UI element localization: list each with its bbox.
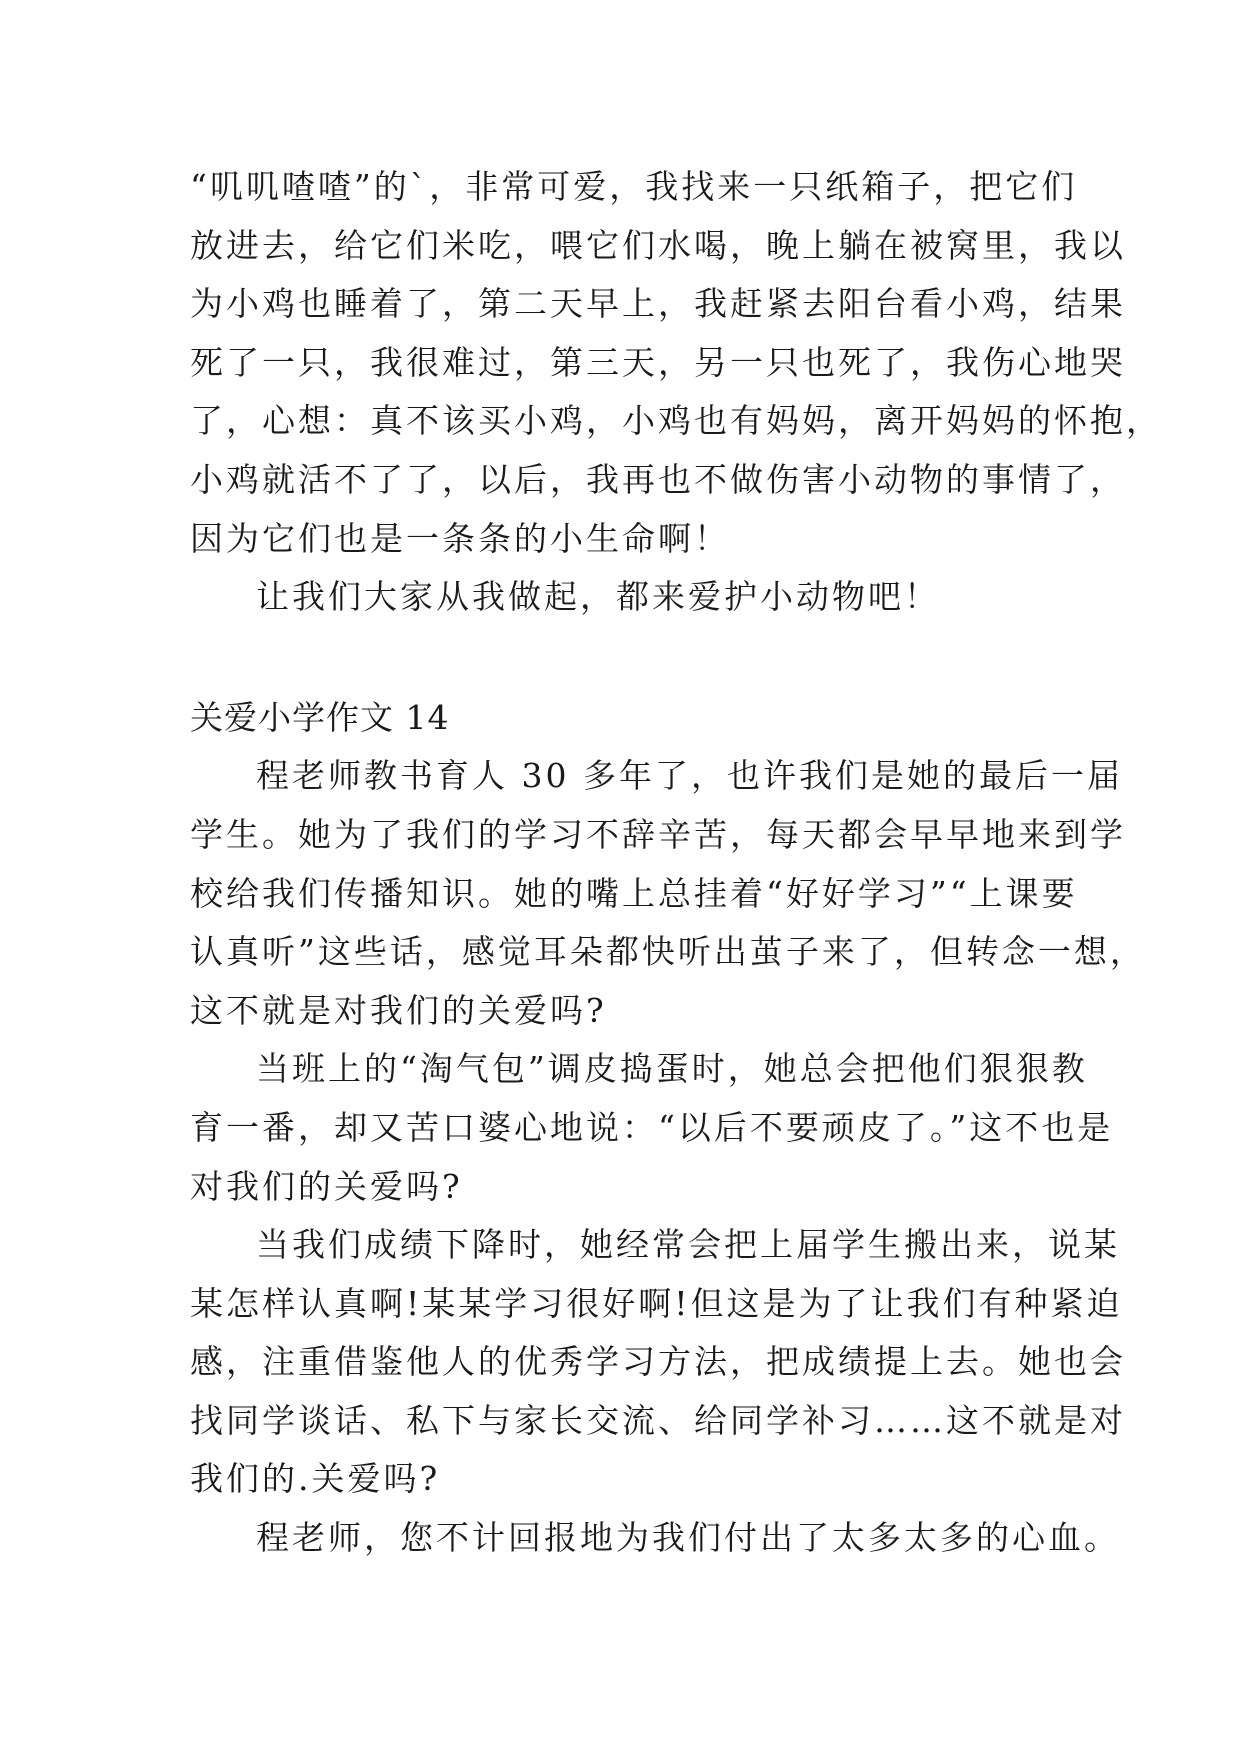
section-heading — [190, 689, 1070, 748]
text-line: 校给我们传播知识。她的嘴上总挂着“好好学习”“上课要 — [190, 873, 1078, 913]
text-line: 认真听”这些话，感觉耳朵都快听出茧子来了，但转念一想， — [190, 932, 1146, 972]
text-line: 放进去，给它们米吃，喂它们水喝，晚上躺在被窝里，我以 — [190, 225, 1126, 265]
text-line: 让我们大家从我做起，都来爱护小动物吧！ — [256, 577, 940, 617]
text-line: 程老师，您不计回报地为我们付出了太多太多的心血。 — [256, 1518, 1120, 1558]
document-page — [190, 158, 1162, 1568]
text-line: 感，注重借鉴他人的优秀学习方法，把成绩提上去。她也会 — [190, 1342, 1126, 1382]
text-line: 为小鸡也睡着了，第二天早上，我赶紧去阳台看小鸡，结果 — [190, 284, 1126, 324]
paragraph-gratitude — [190, 1509, 1120, 1568]
text-line: 程老师教书育人 30 多年了，也许我们是她的最后一届 — [256, 756, 1123, 796]
paragraph-protect-animals — [190, 568, 1070, 627]
text-line: 当我们成绩下降时，她经常会把上届学生搬出来，说某 — [256, 1225, 1120, 1265]
text-line: 小鸡就活不了了，以后，我再也不做伤害小动物的事情了， — [190, 459, 1126, 499]
text-line: 找同学谈话、私下与家长交流、给同学补习……这不就是对 — [190, 1400, 1126, 1440]
text-line: 育一番，却又苦口婆心地说：“以后不要顽皮了。”这不也是 — [190, 1107, 1114, 1147]
text-line: 当班上的“淘气包”调皮捣蛋时，她总会把他们狠狠教 — [256, 1049, 1088, 1089]
text-line: 我们的.关爱吗? — [190, 1459, 441, 1499]
section-gap — [190, 627, 1070, 689]
paragraph-teacher-intro — [190, 747, 1146, 1040]
paragraph-chicks — [190, 158, 1162, 568]
paragraph-naughty — [190, 1040, 1114, 1216]
text-line: 了，心想：真不该买小鸡，小鸡也有妈妈，离开妈妈的怀抱， — [190, 401, 1162, 441]
text-line: 学生。她为了我们的学习不辞辛苦，每天都会早早地来到学 — [190, 814, 1126, 854]
text-line: “叽叽喳喳”的`，非常可爱，我找来一只纸箱子，把它们 — [190, 167, 1078, 206]
paragraph-grades — [190, 1216, 1126, 1509]
text-line: 某怎样认真啊!某某学习很好啊!但这是为了让我们有种紧迫 — [190, 1283, 1123, 1323]
heading-text: 关爱小学作文 14 — [190, 697, 450, 737]
text-line: 因为它们也是一条条的小生命啊！ — [190, 518, 730, 558]
text-line: 对我们的关爱吗? — [190, 1166, 463, 1206]
text-line: 这不就是对我们的关爱吗? — [190, 990, 607, 1030]
text-line: 死了一只，我很难过，第三天，另一只也死了，我伤心地哭 — [190, 342, 1126, 382]
